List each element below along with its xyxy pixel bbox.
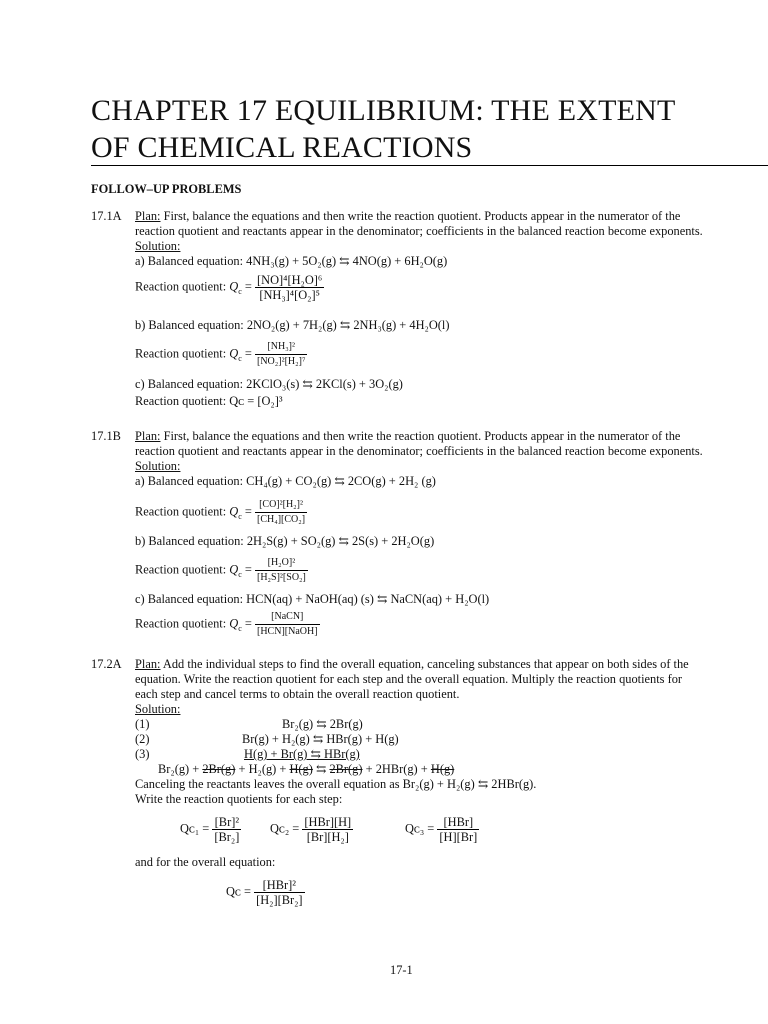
qc2-fraction bbox=[302, 815, 353, 844]
plan-line2: equation. Write the reaction quotient for each step and the overall equation. Multiply the reaction quotients for bbox=[135, 672, 683, 686]
solution-label: Solution: bbox=[135, 239, 181, 253]
rq-label: Reaction quotient: bbox=[135, 279, 230, 294]
problem-number-17-1a: 17.1A bbox=[91, 209, 122, 223]
qc1-num: [Br]² bbox=[212, 815, 241, 830]
qc2 bbox=[270, 815, 353, 844]
plan-line2: reaction quotient and reactants appear in the denominator; coefficients in the balanced reaction become exponents. bbox=[135, 224, 703, 238]
solution-label: Solution: bbox=[135, 459, 181, 473]
rq-a: Reaction quotient: $Q_c$ = $\frac{\text{[NO]⁴[H₂O]⁶}}{\text{[NH₃]⁴[O₂]⁵}}$ bbox=[135, 273, 323, 302]
eq-c: c) Balanced equation: 2KClO₃(s) ⇆ 2KCl(s) + 3O₂(g) bbox=[135, 377, 403, 391]
rq-c-den: [HCN][NaOH] bbox=[257, 626, 318, 637]
rq-label: Reaction quotient: bbox=[135, 616, 230, 631]
chapter-title-line2: OF CHEMICAL REACTIONS bbox=[91, 131, 473, 164]
eq-b: b) Balanced equation: 2NO₂(g) + 7H₂(g) ⇆ 2NH₃(g) + 4H₂O(l) bbox=[135, 318, 450, 332]
rq-a-fraction bbox=[255, 273, 324, 302]
rq-label: Reaction quotient: bbox=[135, 346, 230, 361]
plan-line2: reaction quotient and reactants appear in the denominator; coefficients in the balanced reaction become exponents. bbox=[135, 444, 703, 458]
step1-label: (1) bbox=[135, 717, 150, 731]
step3-eq: H(g) + Br(g) ⇆ HBr(g) bbox=[244, 747, 360, 761]
qc-fraction bbox=[254, 878, 304, 907]
qc3 bbox=[405, 815, 479, 844]
qc3-den: [H][Br] bbox=[439, 830, 478, 844]
step1-eq: Br₂(g) ⇆ 2Br(g) bbox=[282, 717, 363, 731]
eq-b: b) Balanced equation: 2H₂S(g) + SO₂(g) ⇆ 2S(s) + 2H₂O(g) bbox=[135, 534, 435, 548]
qc2-den: [Br][H₂] bbox=[306, 830, 349, 844]
chapter-title-line1: CHAPTER 17 EQUILIBRIUM: THE EXTENT bbox=[91, 94, 676, 127]
eq-a: a) Balanced equation: 4NH₃(g) + 5O₂(g) ⇆ 4NO(g) + 6H₂O(g) bbox=[135, 254, 448, 268]
qc-label: Qᴄ = bbox=[226, 884, 255, 899]
qc3-fraction bbox=[437, 815, 479, 844]
rq-c-num: [NaCN] bbox=[255, 610, 320, 625]
step3-label: (3) bbox=[135, 747, 150, 761]
sum-equation bbox=[158, 762, 454, 777]
rq-b: Reaction quotient: $Q_c$ = $\frac{\text{[H₂O]²}}{\text{[H₂S]²[SO₂]}}$ bbox=[135, 557, 306, 583]
sum-part: ⇆ bbox=[312, 762, 330, 776]
overall-text: and for the overall equation: bbox=[135, 855, 276, 869]
rq-b-num: [H₂O]² bbox=[255, 556, 308, 571]
step2-eq: Br(g) + H₂(g) ⇆ HBr(g) + H(g) bbox=[242, 732, 399, 746]
section-heading: FOLLOW–UP PROBLEMS bbox=[91, 182, 242, 196]
rq-a-num: [NO]⁴[H₂O]⁶ bbox=[257, 273, 323, 287]
plan-label: Plan: bbox=[135, 657, 161, 671]
rq-b-den: [NO₂]²[H₂]⁷ bbox=[257, 356, 306, 367]
sum-part: + H₂(g) + bbox=[235, 762, 290, 776]
cancel-text: Canceling the reactants leaves the overall equation as Br₂(g) + H₂(g) ⇆ 2HBr(g). bbox=[135, 777, 537, 791]
rq-b: Reaction quotient: $Q_c$ = $\frac{\text{[NH₃]²}}{\text{[NO₂]²[H₂]⁷}}$ bbox=[135, 341, 306, 367]
qc2-label: Qᴄ₂ = bbox=[270, 821, 303, 836]
plan-line1 bbox=[135, 429, 680, 444]
rq-a: Reaction quotient: $Q_c$ = $\frac{\text{[CO]²[H₂]²}}{\text{[CH₄][CO₂]}}$ bbox=[135, 499, 306, 525]
rq-label: Reaction quotient: bbox=[135, 562, 230, 577]
rq-b-den: [H₂S]²[SO₂] bbox=[257, 572, 306, 583]
eq-a: a) Balanced equation: CH₄(g) + CO₂(g) ⇆ 2CO(g) + 2H₂ (g) bbox=[135, 474, 436, 488]
rq-a-fraction bbox=[255, 498, 307, 527]
plan-label: Plan: bbox=[135, 209, 161, 223]
cancelled-term: H(g) bbox=[430, 762, 455, 776]
qc1-label: Qᴄ₁ = bbox=[180, 821, 213, 836]
qc3-label: Qᴄ₃ = bbox=[405, 821, 438, 836]
problem-number-17-1b: 17.1B bbox=[91, 429, 121, 443]
rq-b-num: [NH₃]² bbox=[255, 340, 307, 355]
rq-c-fraction bbox=[255, 610, 320, 639]
cancelled-term: H(g) bbox=[289, 762, 313, 776]
eq-c: c) Balanced equation: HCN(aq) + NaOH(aq) (s) ⇆ NaCN(aq) + H₂O(l) bbox=[135, 592, 490, 606]
plan-label: Plan: bbox=[135, 429, 161, 443]
step2-label: (2) bbox=[135, 732, 150, 746]
rq-a-den: [CH₄][CO₂] bbox=[257, 514, 306, 525]
rq-b-fraction bbox=[255, 556, 308, 585]
cancelled-term: 2Br(g) bbox=[329, 762, 363, 776]
qc3-num: [HBr] bbox=[437, 815, 479, 830]
plan-line3: each step and cancel terms to obtain the overall reaction quotient. bbox=[135, 687, 460, 701]
plan-text1: Add the individual steps to find the overall equation, canceling substances that appear on both sides of the bbox=[160, 657, 689, 671]
rq-a-num: [CO]²[H₂]² bbox=[255, 498, 307, 513]
plan-text1: First, balance the equations and then write the reaction quotient. Products appear in the numerator of the bbox=[160, 429, 681, 443]
rq-label: Reaction quotient: bbox=[135, 504, 230, 519]
solution-label: Solution: bbox=[135, 702, 181, 716]
qc1 bbox=[180, 815, 241, 844]
page-number: 17-1 bbox=[390, 963, 413, 977]
plan-line1 bbox=[135, 657, 689, 672]
rq-a-den: [NH₃]⁴[O₂]⁵ bbox=[259, 288, 320, 302]
plan-line1 bbox=[135, 209, 680, 224]
rq-c: Reaction quotient: $Q_c$ = $\frac{\text{[NaCN]}}{\text{[HCN][NaOH]}}$ bbox=[135, 611, 318, 637]
plan-text1: First, balance the equations and then write the reaction quotient. Products appear in the numerator of the bbox=[160, 209, 681, 223]
rq-b-fraction bbox=[255, 340, 307, 369]
qc1-den: [Br₂] bbox=[214, 830, 240, 844]
qc-num: [HBr]² bbox=[254, 878, 304, 893]
sum-part: + 2HBr(g) + bbox=[362, 762, 431, 776]
qc-overall bbox=[226, 878, 305, 907]
write-text: Write the reaction quotients for each step: bbox=[135, 792, 343, 806]
rq-c: Reaction quotient: Qᴄ = [O₂]³ bbox=[135, 394, 283, 408]
qc1-fraction bbox=[212, 815, 241, 844]
problem-number-17-2a: 17.2A bbox=[91, 657, 122, 671]
qc-den: [H₂][Br₂] bbox=[256, 893, 303, 907]
sum-part: Br₂(g) + bbox=[158, 762, 203, 776]
title-rule bbox=[91, 165, 768, 166]
cancelled-term: 2Br(g) bbox=[202, 762, 236, 776]
qc2-num: [HBr][H] bbox=[304, 815, 352, 829]
